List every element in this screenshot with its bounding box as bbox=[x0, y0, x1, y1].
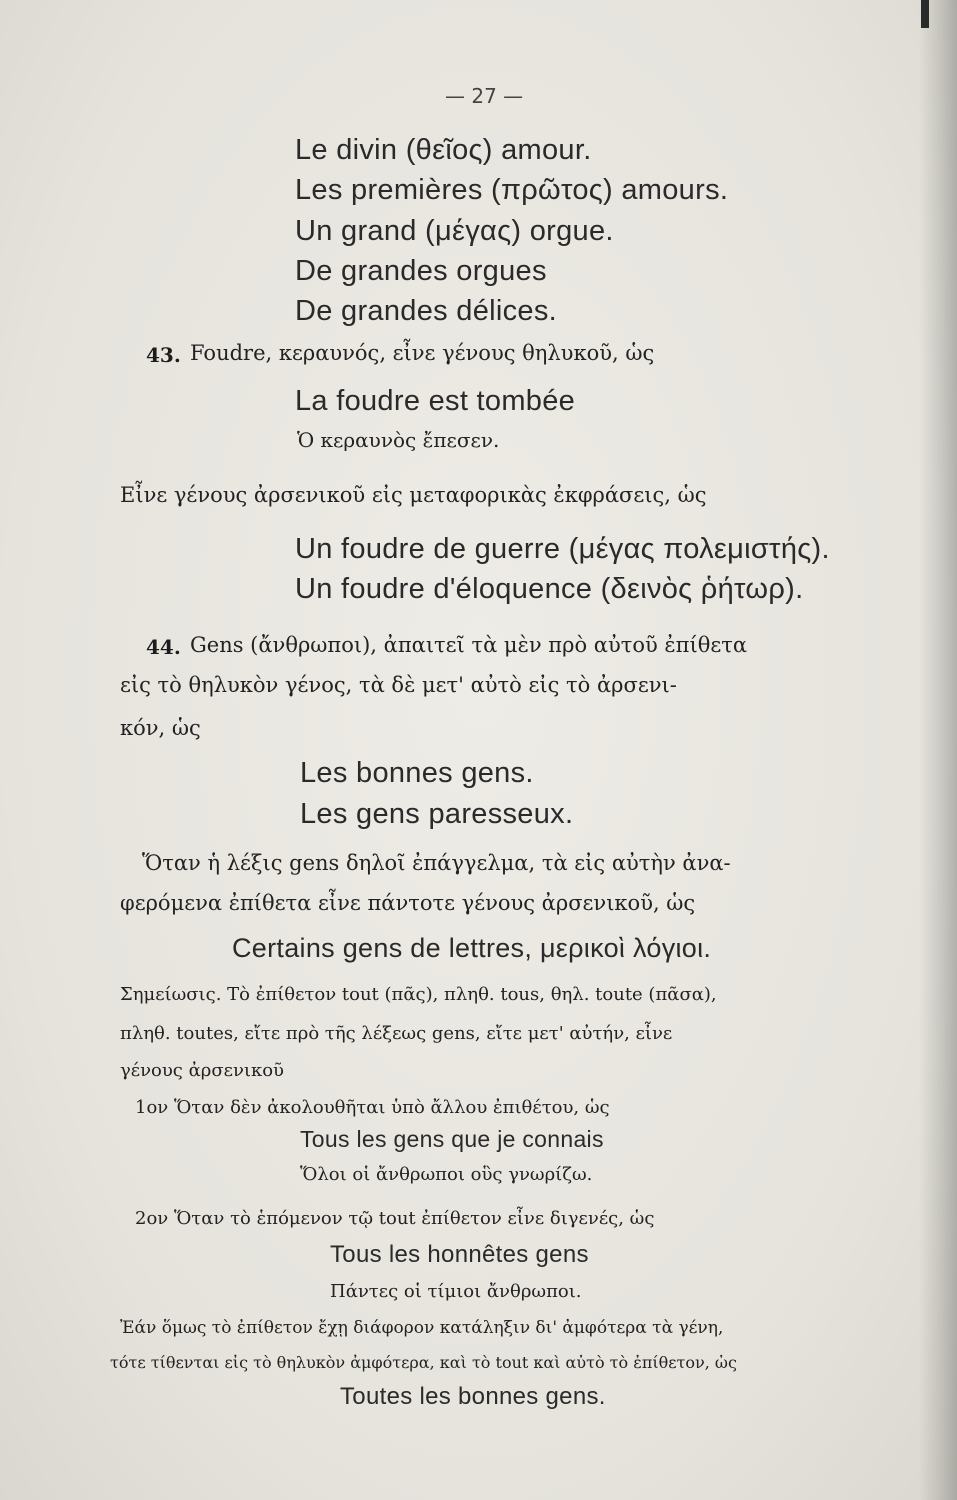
text-line-9: Εἶνε γένους ἀρσενικοῦ εἰς μεταφορικὰς ἐκφράσεις, ὡς bbox=[120, 483, 707, 507]
text-line-11: Un foudre d'éloquence (δεινὸς ῥήτωρ). bbox=[295, 573, 804, 605]
note-line-20: Σημείωσις. Τὸ ἐπίθετον tout (πᾶς), πληθ. tous, θηλ. toute (πᾶσα), bbox=[120, 984, 717, 1005]
text-line-16: Les gens paresseux. bbox=[300, 798, 574, 830]
page-number: — 27 — bbox=[445, 84, 524, 108]
example-line-28: Πάντες οἱ τίμιοι ἄνθρωποι. bbox=[330, 1281, 582, 1302]
text-line-29: Ἐάν ὅμως τὸ ἐπίθετον ἔχῃ διάφορον κατάληξιν δι' ἀμφότερα τὰ γένη, bbox=[120, 1318, 724, 1338]
text-line-7: La foudre est tombée bbox=[295, 385, 576, 417]
example-line-24: Tous les gens que je connais bbox=[300, 1126, 604, 1152]
text-line-14: κόν, ὡς bbox=[120, 716, 201, 740]
example-line-27: Tous les honnêtes gens bbox=[330, 1241, 589, 1268]
section-number-43: 43. bbox=[146, 343, 181, 367]
rule-1-line: 1ον Ὅταν δὲν ἀκολουθῆται ὑπὸ ἄλλου ἐπιθέτου, ὡς bbox=[135, 1097, 610, 1118]
note-line-21: πληθ. toutes, εἴτε πρὸ τῆς λέξεως gens, εἴτε μετ' αὐτήν, εἶνε bbox=[120, 1023, 673, 1044]
page-edge-shadow bbox=[919, 0, 957, 1500]
text-line-15: Les bonnes gens. bbox=[300, 757, 534, 789]
text-line-18: φερόμενα ἐπίθετα εἶνε πάντοτε γένους ἀρσενικοῦ, ὡς bbox=[120, 891, 696, 915]
text-line-8: Ὁ κεραυνὸς ἔπεσεν. bbox=[297, 428, 500, 452]
text-line-10: Un foudre de guerre (μέγας πολεμιστής). bbox=[295, 533, 830, 565]
text-line-19: Certains gens de lettres, μερικοὶ λόγιοι. bbox=[232, 933, 712, 963]
section-43-heading: Foudre, κεραυνός, εἶνε γένους θηλυκοῦ, ὡς bbox=[190, 341, 655, 365]
text-line-3: Un grand (μέγας) orgue. bbox=[295, 215, 614, 247]
text-line-17: Ὅταν ἡ λέξις gens δηλοῖ ἐπάγγελμα, τὰ εἰς αὐτὴν ἀνα- bbox=[142, 851, 731, 875]
text-line-1: Le divin (θεῖος) amour. bbox=[295, 134, 592, 166]
text-line-13: εἰς τὸ θηλυκὸν γένος, τὰ δὲ μετ' αὐτὸ εἰς τὸ ἀρσενι- bbox=[120, 673, 677, 697]
text-line-5: De grandes délices. bbox=[295, 295, 558, 327]
section-number-44: 44. bbox=[146, 635, 181, 659]
note-line-22: γένους ἀρσενικοῦ bbox=[120, 1060, 284, 1081]
section-44-heading: Gens (ἄνθρωποι), ἀπαιτεῖ τὰ μὲν πρὸ αὐτοῦ ἐπίθετα bbox=[190, 633, 748, 657]
rule-2-line: 2ον Ὅταν τὸ ἑπόμενον τῷ tout ἐπίθετον εἶνε διγενές, ὡς bbox=[135, 1208, 655, 1229]
text-line-2: Les premières (πρῶτος) amours. bbox=[295, 174, 729, 206]
binding-mark bbox=[921, 0, 929, 28]
example-line-25: Ὅλοι οἱ ἄνθρωποι οὓς γνωρίζω. bbox=[300, 1164, 593, 1185]
text-line-30: τότε τίθενται εἰς τὸ θηλυκὸν ἀμφότερα, καὶ τὸ tout καὶ αὐτὸ τὸ ἐπίθετον, ὡς bbox=[110, 1353, 737, 1372]
text-line-4: De grandes orgues bbox=[295, 255, 547, 287]
example-line-31: Toutes les bonnes gens. bbox=[340, 1383, 606, 1410]
